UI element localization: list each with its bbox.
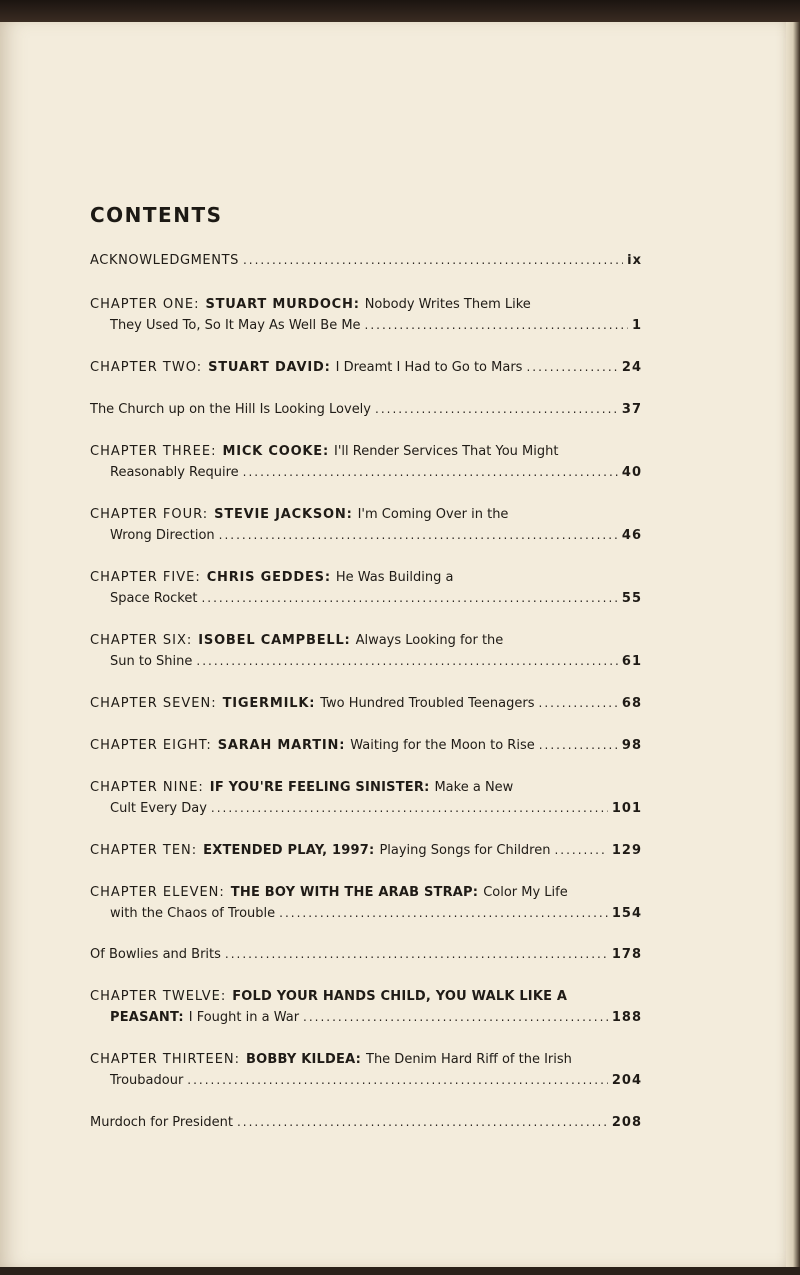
leader-dots <box>219 525 618 546</box>
toc-entry-chapter-eleven[interactable] <box>90 882 642 924</box>
page-number: 208 <box>611 1115 642 1130</box>
toc-entry-interlude-bowlies[interactable] <box>90 944 642 965</box>
toc-entry-chapter-eight[interactable] <box>90 735 642 756</box>
chapter-subject: STUART DAVID: <box>208 360 331 375</box>
top-shadow-band <box>0 0 800 22</box>
chapter-subject: MICK COOKE: <box>222 444 329 459</box>
chapter-title-cont: Wrong Direction <box>110 528 215 543</box>
leader-dots <box>225 944 608 965</box>
page-number: 46 <box>621 528 642 543</box>
chapter-subject: ISOBEL CAMPBELL: <box>198 633 351 648</box>
chapter-prefix: CHAPTER TEN: <box>90 843 198 858</box>
leader-dots <box>243 462 618 483</box>
chapter-title-cont: with the Chaos of Trouble <box>110 906 276 921</box>
chapter-prefix: CHAPTER THREE: <box>90 444 217 459</box>
chapter-title-cont: They Used To, So It May As Well Be Me <box>110 318 361 333</box>
chapter-title-cont: Sun to Shine <box>110 654 193 669</box>
chapter-subject: SARAH MARTIN: <box>217 738 346 753</box>
chapter-title: Color My Life <box>483 885 568 900</box>
chapter-prefix: CHAPTER NINE: <box>90 780 204 795</box>
toc-entry-chapter-thirteen[interactable] <box>90 1049 642 1091</box>
chapter-title-cont: Cult Every Day <box>110 801 207 816</box>
chapter-title: Nobody Writes Them Like <box>364 297 531 312</box>
page-number: 98 <box>621 738 642 753</box>
page-number: ix <box>627 253 642 268</box>
chapter-subject-cont: PEASANT: <box>110 1010 184 1025</box>
page-title: CONTENTS <box>90 203 223 227</box>
chapter-title: Two Hundred Troubled Teenagers <box>320 696 535 711</box>
chapter-subject: FOLD YOUR HANDS CHILD, YOU WALK LIKE A <box>232 989 568 1004</box>
page-number: 204 <box>611 1073 642 1088</box>
toc-entry-chapter-seven[interactable] <box>90 693 642 714</box>
chapter-prefix: CHAPTER ONE: <box>90 297 200 312</box>
toc-entry-interlude-church[interactable] <box>90 399 642 420</box>
interlude-title: The Church up on the Hill Is Looking Lovely <box>90 402 371 417</box>
leader-dots <box>303 1007 608 1028</box>
chapter-prefix: CHAPTER FIVE: <box>90 570 201 585</box>
page-number: 24 <box>621 360 642 375</box>
chapter-prefix: CHAPTER FOUR: <box>90 507 209 522</box>
interlude-title: Murdoch for President <box>90 1115 233 1130</box>
page-number: 188 <box>611 1010 642 1025</box>
leader-dots <box>187 1070 608 1091</box>
page-number: 68 <box>621 696 642 711</box>
chapter-prefix: CHAPTER SIX: <box>90 633 193 648</box>
chapter-title: I'll Render Services That You Might <box>333 444 559 459</box>
toc-entry-chapter-six[interactable] <box>90 630 642 672</box>
chapter-subject: STUART MURDOCH: <box>205 297 360 312</box>
chapter-title: I Dreamt I Had to Go to Mars <box>335 360 523 375</box>
toc-entry-chapter-two[interactable] <box>90 357 642 378</box>
chapter-title: Waiting for the Moon to Rise <box>350 738 535 753</box>
chapter-title: I Fought in a War <box>188 1010 300 1025</box>
chapter-subject: STEVIE JACKSON: <box>214 507 353 522</box>
chapter-title: Playing Songs for Children <box>379 843 551 858</box>
leader-dots <box>201 588 617 609</box>
chapter-title-cont: Reasonably Require <box>110 465 239 480</box>
toc-entry-acknowledgments[interactable] <box>90 250 642 271</box>
chapter-title-cont: Space Rocket <box>110 591 198 606</box>
toc-entry-chapter-twelve[interactable] <box>90 986 642 1028</box>
leader-dots <box>237 1112 608 1133</box>
leader-dots <box>375 399 618 420</box>
chapter-subject: BOBBY KILDEA: <box>246 1052 361 1067</box>
chapter-title: I'm Coming Over in the <box>357 507 509 522</box>
chapter-prefix: CHAPTER TWO: <box>90 360 203 375</box>
leader-dots <box>211 798 608 819</box>
page-number: 178 <box>611 947 642 962</box>
leader-dots <box>554 840 607 861</box>
toc-entry-interlude-president[interactable] <box>90 1112 642 1133</box>
leader-dots <box>243 250 623 271</box>
leader-dots <box>539 693 618 714</box>
toc-entry-chapter-five[interactable] <box>90 567 642 609</box>
leader-dots <box>526 357 617 378</box>
chapter-prefix: CHAPTER EIGHT: <box>90 738 212 753</box>
page-number: 1 <box>631 318 642 333</box>
page-number: 37 <box>621 402 642 417</box>
chapter-subject: THE BOY WITH THE ARAB STRAP: <box>230 885 479 900</box>
chapter-subject: TIGERMILK: <box>222 696 316 711</box>
chapter-subject: CHRIS GEDDES: <box>206 570 331 585</box>
leader-dots <box>365 315 628 336</box>
page-edge <box>786 22 800 1267</box>
toc-entry-chapter-nine[interactable] <box>90 777 642 819</box>
toc-entry-chapter-four[interactable] <box>90 504 642 546</box>
chapter-prefix: CHAPTER ELEVEN: <box>90 885 225 900</box>
chapter-title: He Was Building a <box>335 570 454 585</box>
chapter-subject: EXTENDED PLAY, 1997: <box>203 843 375 858</box>
toc-label: ACKNOWLEDGMENTS <box>90 253 239 268</box>
chapter-prefix: CHAPTER SEVEN: <box>90 696 217 711</box>
chapter-subject: IF YOU'RE FEELING SINISTER: <box>209 780 430 795</box>
leader-dots <box>196 651 618 672</box>
interlude-title: Of Bowlies and Brits <box>90 947 221 962</box>
page-number: 40 <box>621 465 642 480</box>
toc-entry-chapter-three[interactable] <box>90 441 642 483</box>
leader-dots <box>279 903 608 924</box>
page-number: 154 <box>611 906 642 921</box>
page-number: 61 <box>621 654 642 669</box>
page-number: 55 <box>621 591 642 606</box>
chapter-title: Always Looking for the <box>355 633 504 648</box>
page-number: 101 <box>611 801 642 816</box>
toc-entry-chapter-one[interactable] <box>90 294 642 336</box>
leader-dots <box>539 735 618 756</box>
chapter-title-cont: Troubadour <box>110 1073 184 1088</box>
chapter-title: Make a New <box>434 780 514 795</box>
page-number: 129 <box>611 843 642 858</box>
chapter-prefix: CHAPTER TWELVE: <box>90 989 227 1004</box>
chapter-prefix: CHAPTER THIRTEEN: <box>90 1052 241 1067</box>
toc-entry-chapter-ten[interactable] <box>90 840 642 861</box>
chapter-title: The Denim Hard Riff of the Irish <box>366 1052 572 1067</box>
